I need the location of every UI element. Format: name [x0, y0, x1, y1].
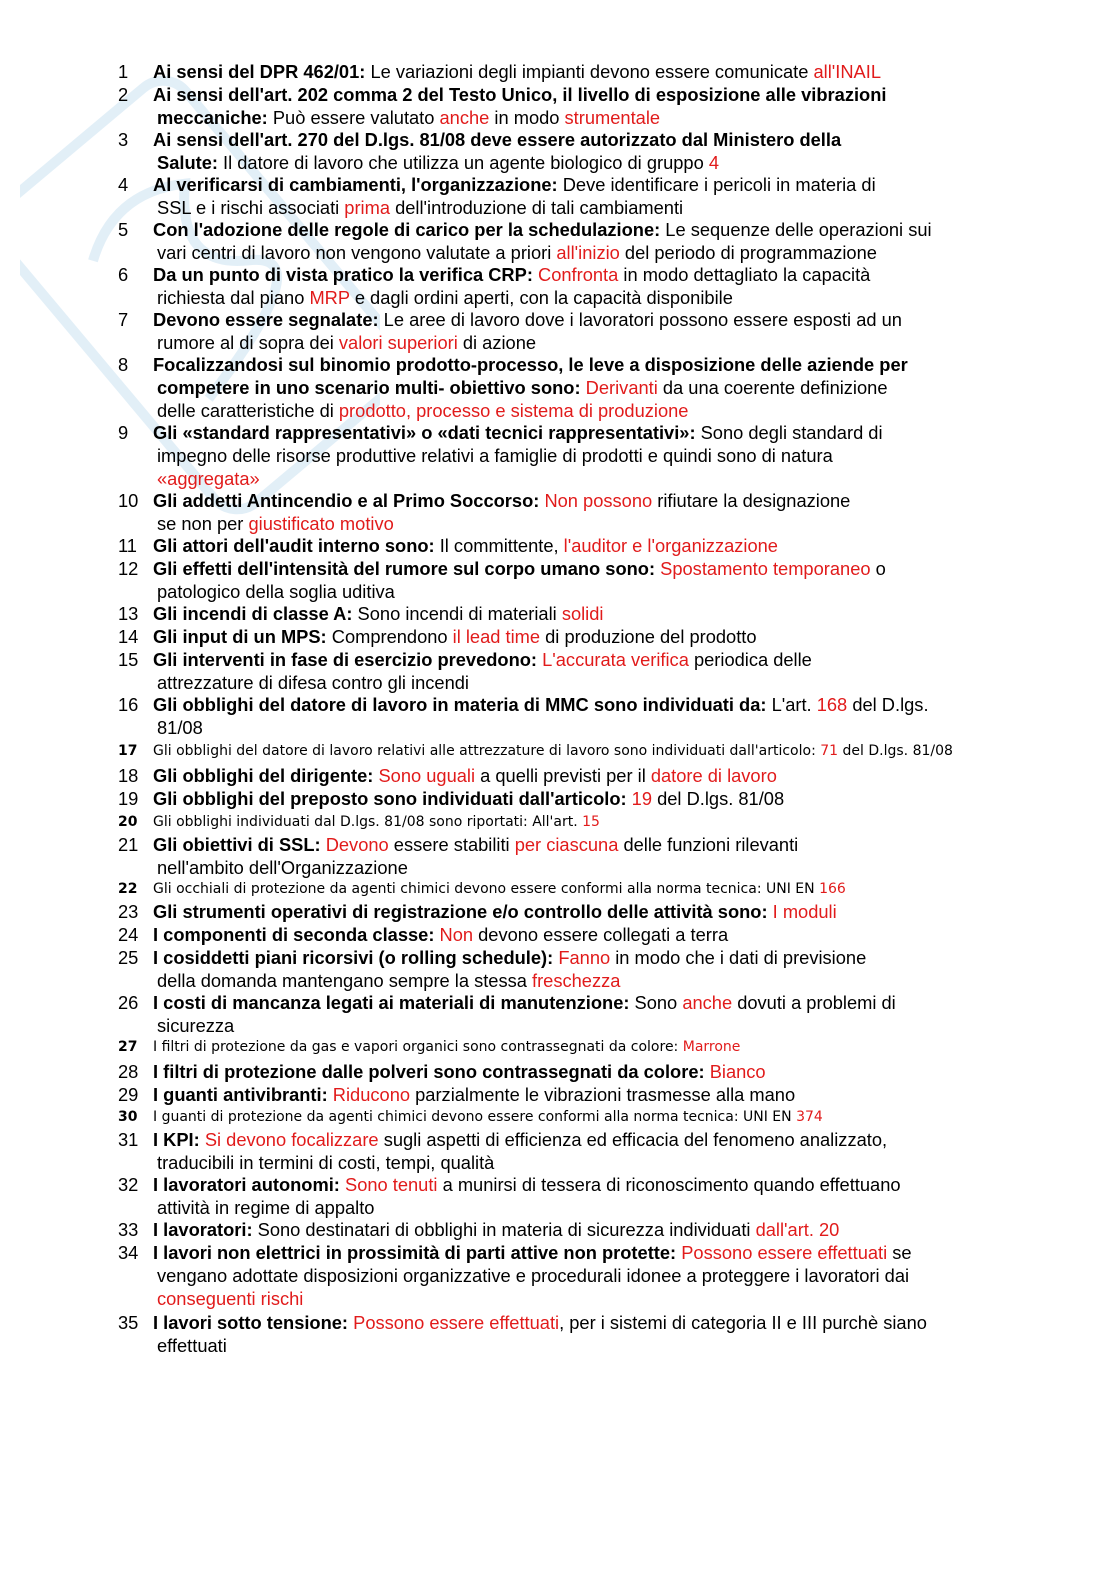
item-text	[153, 557, 1033, 603]
item-text	[153, 787, 1033, 810]
item-number: 3	[118, 129, 129, 150]
question-text: I lavoratori autonomi:	[153, 1174, 340, 1195]
answer-highlight: il lead time	[452, 626, 541, 647]
question-text: Al verificarsi di cambiamenti, l'organizzazione:	[153, 174, 558, 195]
answer-highlight: MRP	[309, 287, 350, 308]
answer-text: essere stabiliti	[388, 834, 515, 855]
item-number: 25	[118, 947, 139, 968]
question-text: Ai sensi dell'art. 270 del D.lgs. 81/08 deve essere autorizzato dal Ministero della	[153, 129, 842, 150]
answer-highlight: Non possono	[544, 490, 653, 511]
question-text: Gli obblighi del datore di lavoro in materia di MMC sono individuati da:	[153, 694, 767, 715]
answer-highlight: datore di lavoro	[650, 765, 777, 786]
answer-text: del periodo di programmazione	[619, 242, 877, 263]
answer-highlight: Possono essere effettuati	[353, 1312, 560, 1333]
item-text	[153, 879, 1033, 899]
answer-text: del D.lgs. 81/08	[838, 743, 953, 759]
answer-text: in modo	[489, 107, 565, 128]
answer-highlight: Fanno	[558, 947, 611, 968]
item-text	[153, 263, 1033, 309]
item-text	[153, 693, 1033, 739]
answer-text: sugli aspetti di efficienza ed efficacia del fenomeno analizzato,	[378, 1129, 888, 1150]
item-number: 11	[118, 535, 137, 556]
answer-highlight: 168	[816, 694, 848, 715]
answer-text: nell'ambito dell'Organizzazione	[157, 857, 408, 878]
item-text	[153, 625, 1033, 648]
item-number: 7	[118, 309, 129, 330]
item-text	[153, 489, 1033, 535]
answer-text: Sono destinatari di obblighi in materia di sicurezza individuati	[252, 1219, 756, 1240]
answer-highlight: strumentale	[564, 107, 661, 128]
answer-highlight: dall'art. 20	[755, 1219, 840, 1240]
question-text: Gli obblighi del preposto sono individuati dall'articolo:	[153, 788, 627, 809]
answer-text: richiesta dal piano	[157, 287, 310, 308]
answer-text: attività in regime di appalto	[157, 1197, 375, 1218]
question-text: Gli attori dell'audit interno sono:	[153, 535, 435, 556]
answer-text: a quelli previsti per il	[475, 765, 651, 786]
answer-text: dell'introduzione di tali cambiamenti	[390, 197, 684, 218]
answer-text: Sono incendi di materiali	[352, 603, 562, 624]
question-text: I cosiddetti piani ricorsivi (o rolling schedule):	[153, 947, 554, 968]
answer-text: sicurezza	[157, 1015, 235, 1036]
answer-text: a munirsi di tessera di riconoscimento quando effettuano	[437, 1174, 901, 1195]
answer-text: della domanda mantengano sempre la stessa	[157, 970, 532, 991]
answer-text: di azione	[457, 332, 537, 353]
item-number: 12	[118, 558, 139, 579]
question-text: Da un punto di vista pratico la verifica CRP:	[153, 264, 533, 285]
question-text: Focalizzandosi sul binomio prodotto-processo, le leve a disposizione delle aziende per	[153, 354, 908, 375]
answer-text: impegno delle risorse produttive relativi a famiglie di prodotti e quindi sono di natura	[157, 445, 833, 466]
item-number: 14	[118, 626, 139, 647]
item-number: 27	[118, 1039, 138, 1055]
item-number: 33	[118, 1219, 139, 1240]
answer-highlight: 166	[819, 881, 846, 897]
item-number: 8	[118, 354, 129, 375]
item-number: 16	[118, 694, 139, 715]
answer-text: vengano adottate disposizioni organizzative e procedurali idonee a proteggere i lavoratori dai	[157, 1265, 910, 1286]
answer-text: delle funzioni rilevanti	[618, 834, 799, 855]
item-text	[153, 1037, 1033, 1057]
item-number: 32	[118, 1174, 139, 1195]
answer-text: L'art.	[766, 694, 817, 715]
item-number: 29	[118, 1084, 139, 1105]
item-text	[153, 1311, 1033, 1357]
item-number: 22	[118, 881, 138, 897]
item-number: 31	[118, 1129, 139, 1150]
answer-highlight: conseguenti rischi	[157, 1288, 304, 1309]
item-text	[153, 812, 1033, 832]
answer-highlight: freschezza	[532, 970, 621, 991]
item-number: 23	[118, 901, 139, 922]
answer-text: I guanti di protezione da agenti chimici devono essere conformi alla norma tecnica: UNI EN	[153, 1109, 797, 1125]
answer-text: Gli occhiali di protezione da agenti chimici devono essere conformi alla norma tecnica: UNI EN	[153, 881, 820, 897]
question-text: I lavoratori:	[153, 1219, 253, 1240]
answer-highlight: 4	[708, 152, 719, 173]
item-number: 6	[118, 264, 129, 285]
answer-text: Sono	[629, 992, 683, 1013]
item-text	[153, 60, 1033, 83]
item-text	[153, 218, 1033, 264]
answer-highlight: solidi	[561, 603, 604, 624]
answer-highlight: valori superiori	[338, 332, 458, 353]
item-text	[153, 1107, 1033, 1127]
answer-highlight: prima	[344, 197, 391, 218]
answer-highlight: Spostamento temporaneo	[660, 558, 871, 579]
item-number: 18	[118, 765, 139, 786]
answer-text: Il datore di lavoro che utilizza un agente biologico di gruppo	[217, 152, 709, 173]
question-text: Gli strumenti operativi di registrazione e/o controllo delle attività sono:	[153, 901, 768, 922]
question-text: Gli interventi in fase di esercizio prevedono:	[153, 649, 538, 670]
question-text: Gli obiettivi di SSL:	[153, 834, 321, 855]
item-text	[153, 308, 1033, 354]
item-number: 2	[118, 84, 129, 105]
answer-highlight: all'inizio	[556, 242, 620, 263]
answer-text: e dagli ordini aperti, con la capacità disponibile	[349, 287, 733, 308]
answer-text: Gli obblighi del datore di lavoro relativi alle attrezzature di lavoro sono individuati dall'articolo:	[153, 743, 821, 759]
answer-text: rifiutare la designazione	[652, 490, 851, 511]
answer-highlight: Devono	[325, 834, 389, 855]
item-text	[153, 648, 1033, 694]
answer-text: , per i sistemi di categoria II e III purchè siano	[559, 1312, 927, 1333]
item-text	[153, 83, 1033, 129]
item-text	[153, 602, 1033, 625]
item-text	[153, 1083, 1033, 1106]
answer-text: Le sequenze delle operazioni sui	[660, 219, 932, 240]
item-text	[153, 1173, 1033, 1219]
answer-highlight: 71	[820, 743, 839, 759]
item-text	[153, 1128, 1033, 1174]
question-text: meccaniche:	[157, 107, 268, 128]
item-text	[153, 421, 1033, 490]
answer-highlight: 19	[631, 788, 653, 809]
item-number: 10	[118, 490, 139, 511]
item-number: 5	[118, 219, 129, 240]
item-number: 1	[118, 61, 129, 82]
question-text: Gli incendi di classe A:	[153, 603, 353, 624]
answer-text: del D.lgs. 81/08	[652, 788, 785, 809]
answer-highlight: Non	[439, 924, 474, 945]
item-text	[153, 741, 1033, 761]
answer-highlight: giustificato motivo	[248, 513, 394, 534]
item-text	[153, 353, 1033, 422]
item-text	[153, 534, 1033, 557]
answer-text: rumore al di sopra dei	[157, 332, 339, 353]
answer-highlight: prodotto, processo e sistema di produzione	[338, 400, 689, 421]
answer-text: Può essere valutato	[267, 107, 440, 128]
question-text: Gli input di un MPS:	[153, 626, 327, 647]
answer-highlight: per ciascuna	[514, 834, 619, 855]
answer-text: Le aree di lavoro dove i lavoratori possono essere esposti ad un	[378, 309, 902, 330]
answer-text: vari centri di lavoro non vengono valutate a priori	[157, 242, 557, 263]
answer-text: effettuati	[157, 1335, 227, 1356]
item-number: 15	[118, 649, 139, 670]
answer-text: dovuti a problemi di	[732, 992, 896, 1013]
question-text: Gli effetti dell'intensità del rumore sul corpo umano sono:	[153, 558, 656, 579]
answer-text: patologico della soglia uditiva	[157, 581, 395, 602]
answer-text: Deve identificare i pericoli in materia di	[557, 174, 876, 195]
answer-text: in modo che i dati di previsione	[610, 947, 867, 968]
answer-text: del D.lgs.	[847, 694, 929, 715]
item-text	[153, 128, 1033, 174]
item-number: 19	[118, 788, 139, 809]
item-number: 9	[118, 422, 129, 443]
answer-text: Gli obblighi individuati dal D.lgs. 81/08 sono riportati: All'art.	[153, 814, 583, 830]
item-number: 20	[118, 814, 138, 830]
question-text: Salute:	[157, 152, 218, 173]
question-text: Gli addetti Antincendio e al Primo Soccorso:	[153, 490, 540, 511]
item-text	[153, 1060, 1033, 1083]
item-text	[153, 1241, 1033, 1310]
question-text: I costi di mancanza legati ai materiali di manutenzione:	[153, 992, 630, 1013]
item-number: 21	[118, 834, 139, 855]
item-text	[153, 764, 1033, 787]
question-text: I lavori non elettrici in prossimità di parti attive non protette:	[153, 1242, 677, 1263]
item-text	[153, 1218, 1033, 1241]
question-text: I KPI:	[153, 1129, 200, 1150]
question-text: Con l'adozione delle regole di carico per la schedulazione:	[153, 219, 661, 240]
answer-text: Il committente,	[434, 535, 564, 556]
answer-text: di produzione del prodotto	[540, 626, 757, 647]
question-text: I guanti antivibranti:	[153, 1084, 328, 1105]
item-number: 4	[118, 174, 129, 195]
item-number: 35	[118, 1312, 139, 1333]
question-text: Gli «standard rappresentativi» o «dati tecnici rappresentativi»:	[153, 422, 696, 443]
item-number: 30	[118, 1109, 138, 1125]
question-text: Gli obblighi del dirigente:	[153, 765, 374, 786]
answer-highlight: Bianco	[709, 1061, 766, 1082]
question-text: I filtri di protezione dalle polveri sono contrassegnati da colore:	[153, 1061, 705, 1082]
answer-text: delle caratteristiche di	[157, 400, 339, 421]
answer-text: 81/08	[157, 717, 203, 738]
question-text: I componenti di seconda classe:	[153, 924, 435, 945]
answer-highlight: Sono tenuti	[345, 1174, 438, 1195]
answer-text: parzialmente le vibrazioni trasmesse alla mano	[410, 1084, 796, 1105]
answer-text: I filtri di protezione da gas e vapori organici sono contrassegnati da colore:	[153, 1039, 683, 1055]
answer-highlight: L'accurata verifica	[542, 649, 689, 670]
answer-text: traducibili in termini di costi, tempi, qualità	[157, 1152, 495, 1173]
answer-text: Sono degli standard di	[695, 422, 883, 443]
answer-text: da una coerente definizione	[657, 377, 888, 398]
question-text: Devono essere segnalate:	[153, 309, 379, 330]
answer-highlight: l'auditor e l'organizzazione	[563, 535, 778, 556]
answer-highlight: Possono essere effettuati	[681, 1242, 888, 1263]
answer-highlight: Derivanti	[585, 377, 658, 398]
item-number: 28	[118, 1061, 139, 1082]
item-number: 34	[118, 1242, 139, 1263]
item-number: 13	[118, 603, 139, 624]
answer-highlight: anche	[439, 107, 490, 128]
item-text	[153, 833, 1033, 879]
answer-text: o	[870, 558, 886, 579]
answer-highlight: I moduli	[772, 901, 837, 922]
answer-highlight: Confronta	[538, 264, 619, 285]
item-number: 24	[118, 924, 139, 945]
question-text: I lavori sotto tensione:	[153, 1312, 349, 1333]
item-number: 17	[118, 743, 138, 759]
question-text: Ai sensi dell'art. 202 comma 2 del Testo Unico, il livello di esposizione alle vibrazioni	[153, 84, 887, 105]
answer-text: attrezzature di difesa contro gli incendi	[157, 672, 469, 693]
answer-highlight: «aggregata»	[157, 468, 260, 489]
answer-highlight: Sono uguali	[378, 765, 476, 786]
answer-highlight: 15	[582, 814, 600, 830]
item-text	[153, 991, 1033, 1037]
answer-highlight: anche	[682, 992, 733, 1013]
item-text	[153, 946, 1033, 992]
answer-text: se	[887, 1242, 912, 1263]
answer-highlight: Marrone	[682, 1039, 741, 1055]
answer-text: devono essere collegati a terra	[473, 924, 729, 945]
answer-text: se non per	[157, 513, 249, 534]
answer-highlight: Si devono focalizzare	[204, 1129, 379, 1150]
question-text: competere in uno scenario multi- obiettivo sono:	[157, 377, 581, 398]
item-text	[153, 173, 1033, 219]
answer-highlight: Riducono	[332, 1084, 411, 1105]
answer-text: SSL e i rischi associati	[157, 197, 345, 218]
answer-text: periodica delle	[688, 649, 812, 670]
answer-text: Le variazioni degli impianti devono essere comunicate	[365, 61, 814, 82]
answer-text: in modo dettagliato la capacità	[618, 264, 871, 285]
item-text	[153, 923, 1033, 946]
answer-text: Comprendono	[326, 626, 453, 647]
question-text: Ai sensi del DPR 462/01:	[153, 61, 366, 82]
item-text	[153, 900, 1033, 923]
item-number: 26	[118, 992, 139, 1013]
answer-highlight: all'INAIL	[813, 61, 882, 82]
answer-highlight: 374	[796, 1109, 823, 1125]
